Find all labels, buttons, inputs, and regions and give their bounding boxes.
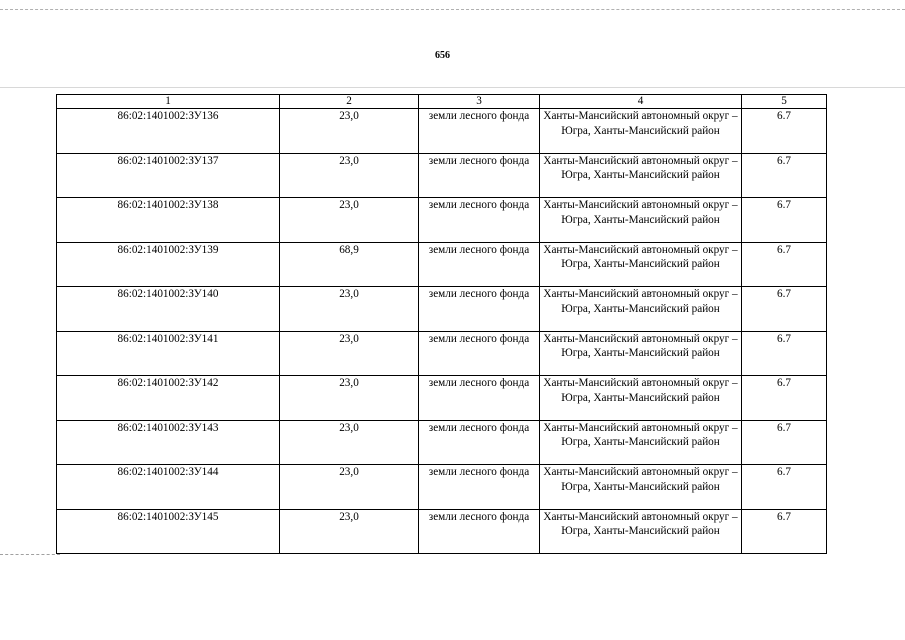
table-row bbox=[57, 109, 827, 154]
reference-cell: 6.7 bbox=[742, 198, 827, 243]
area-cell: 23,0 bbox=[280, 331, 419, 376]
cadastral-id-cell: 86:02:1401002:ЗУ145 bbox=[57, 509, 280, 554]
cadastral-id-cell: 86:02:1401002:ЗУ136 bbox=[57, 109, 280, 154]
cadastral-id-cell: 86:02:1401002:ЗУ139 bbox=[57, 242, 280, 287]
reference-cell: 6.7 bbox=[742, 376, 827, 421]
location-cell: Ханты-Мансийский автономный округ – Югра, Ханты-Мансийский район bbox=[540, 109, 742, 154]
location-cell: Ханты-Мансийский автономный округ – Югра, Ханты-Мансийский район bbox=[540, 242, 742, 287]
table-row bbox=[57, 287, 827, 332]
location-cell: Ханты-Мансийский автономный округ – Югра, Ханты-Мансийский район bbox=[540, 287, 742, 332]
area-cell: 23,0 bbox=[280, 509, 419, 554]
land-category-cell: земли лесного фонда bbox=[419, 509, 540, 554]
location-cell: Ханты-Мансийский автономный округ – Югра, Ханты-Мансийский район bbox=[540, 153, 742, 198]
table-header-row bbox=[57, 95, 827, 109]
land-category-cell: земли лесного фонда bbox=[419, 331, 540, 376]
table-row bbox=[57, 331, 827, 376]
reference-cell: 6.7 bbox=[742, 109, 827, 154]
location-cell: Ханты-Мансийский автономный округ – Югра, Ханты-Мансийский район bbox=[540, 331, 742, 376]
cadastral-id-cell: 86:02:1401002:ЗУ142 bbox=[57, 376, 280, 421]
reference-cell: 6.7 bbox=[742, 242, 827, 287]
land-category-cell: земли лесного фонда bbox=[419, 420, 540, 465]
scan-artifact-fold-line bbox=[0, 87, 905, 88]
land-category-cell: земли лесного фонда bbox=[419, 109, 540, 154]
table-row bbox=[57, 376, 827, 421]
location-cell: Ханты-Мансийский автономный округ – Югра, Ханты-Мансийский район bbox=[540, 198, 742, 243]
column-header-3: 3 bbox=[419, 95, 540, 109]
table-row bbox=[57, 509, 827, 554]
land-category-cell: земли лесного фонда bbox=[419, 242, 540, 287]
column-header-2: 2 bbox=[280, 95, 419, 109]
reference-cell: 6.7 bbox=[742, 465, 827, 510]
area-cell: 23,0 bbox=[280, 420, 419, 465]
cadastral-id-cell: 86:02:1401002:ЗУ141 bbox=[57, 331, 280, 376]
cadastral-id-cell: 86:02:1401002:ЗУ143 bbox=[57, 420, 280, 465]
cadastral-id-cell: 86:02:1401002:ЗУ138 bbox=[57, 198, 280, 243]
table-body bbox=[57, 109, 827, 554]
location-cell: Ханты-Мансийский автономный округ – Югра, Ханты-Мансийский район bbox=[540, 376, 742, 421]
location-cell: Ханты-Мансийский автономный округ – Югра, Ханты-Мансийский район bbox=[540, 465, 742, 510]
cadastral-id-cell: 86:02:1401002:ЗУ140 bbox=[57, 287, 280, 332]
land-category-cell: земли лесного фонда bbox=[419, 153, 540, 198]
reference-cell: 6.7 bbox=[742, 331, 827, 376]
area-cell: 23,0 bbox=[280, 465, 419, 510]
land-plots-table bbox=[56, 94, 827, 554]
land-category-cell: земли лесного фонда bbox=[419, 465, 540, 510]
area-cell: 23,0 bbox=[280, 109, 419, 154]
scan-artifact-top-line bbox=[0, 9, 905, 10]
land-category-cell: земли лесного фонда bbox=[419, 287, 540, 332]
column-header-1: 1 bbox=[57, 95, 280, 109]
location-cell: Ханты-Мансийский автономный округ – Югра, Ханты-Мансийский район bbox=[540, 420, 742, 465]
reference-cell: 6.7 bbox=[742, 153, 827, 198]
location-cell: Ханты-Мансийский автономный округ – Югра, Ханты-Мансийский район bbox=[540, 509, 742, 554]
cadastral-id-cell: 86:02:1401002:ЗУ144 bbox=[57, 465, 280, 510]
table-header bbox=[57, 95, 827, 109]
reference-cell: 6.7 bbox=[742, 287, 827, 332]
area-cell: 23,0 bbox=[280, 153, 419, 198]
table-row bbox=[57, 420, 827, 465]
area-cell: 23,0 bbox=[280, 376, 419, 421]
reference-cell: 6.7 bbox=[742, 420, 827, 465]
cadastral-id-cell: 86:02:1401002:ЗУ137 bbox=[57, 153, 280, 198]
table-row bbox=[57, 198, 827, 243]
area-cell: 23,0 bbox=[280, 198, 419, 243]
table-row bbox=[57, 242, 827, 287]
land-category-cell: земли лесного фонда bbox=[419, 376, 540, 421]
table-row bbox=[57, 153, 827, 198]
column-header-4: 4 bbox=[540, 95, 742, 109]
area-cell: 68,9 bbox=[280, 242, 419, 287]
reference-cell: 6.7 bbox=[742, 509, 827, 554]
table-row bbox=[57, 465, 827, 510]
area-cell: 23,0 bbox=[280, 287, 419, 332]
column-header-5: 5 bbox=[742, 95, 827, 109]
page-number: 656 bbox=[435, 50, 450, 61]
land-category-cell: земли лесного фонда bbox=[419, 198, 540, 243]
scan-artifact-bottom-line bbox=[0, 554, 60, 555]
